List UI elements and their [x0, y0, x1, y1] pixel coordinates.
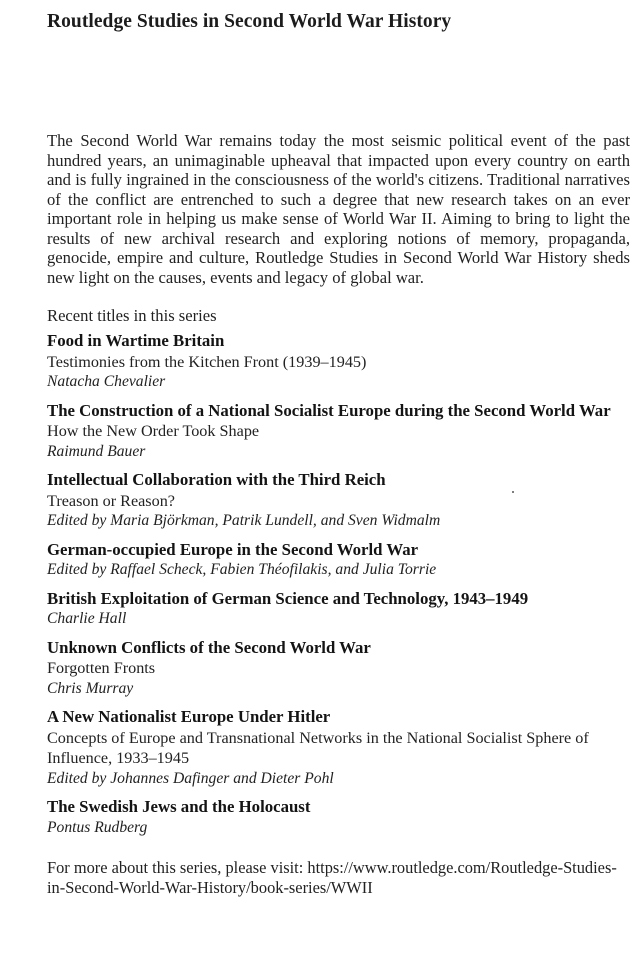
page — [47, 0, 630, 898]
book-entry — [47, 470, 630, 532]
book-entry — [47, 638, 630, 700]
book-author: Raimund Bauer — [47, 442, 146, 460]
book-author: Natacha Chevalier — [47, 373, 166, 390]
book-subtitle: Concepts of Europe and Transnational Networks in the National Socialist Sphere of Influence, 1933–1945 — [47, 728, 589, 767]
book-entry — [47, 707, 630, 789]
book-title: The Construction of a National Socialist Europe during the Second World War — [47, 400, 611, 420]
book-subtitle: Testimonies from the Kitchen Front (1939–1945) — [47, 352, 367, 371]
book-title: German-occupied Europe in the Second World War — [47, 539, 419, 559]
book-author: Edited by Johannes Dafinger and Dieter Pohl — [47, 769, 334, 787]
book-entry — [47, 401, 630, 463]
book-author: Charlie Hall — [47, 610, 127, 627]
book-title: A New Nationalist Europe Under Hitler — [47, 707, 331, 726]
book-subtitle: How the New Order Took Shape — [47, 422, 260, 440]
book-title: Food in Wartime Britain — [47, 331, 225, 350]
book-title: Unknown Conflicts of the Second World War — [47, 637, 371, 657]
book-entry — [47, 797, 630, 838]
scan-speck — [512, 491, 514, 493]
series-title: Routledge Studies in Second World War History — [47, 11, 452, 32]
book-entry — [47, 589, 630, 630]
recent-titles-heading: Recent titles in this series — [47, 306, 217, 325]
book-entry — [47, 540, 630, 581]
book-author: Edited by Maria Björkman, Patrik Lundell, and Sven Widmalm — [47, 512, 441, 529]
book-entry — [47, 331, 630, 393]
book-subtitle: Treason or Reason? — [47, 491, 175, 510]
titles-list — [47, 331, 630, 838]
book-author: Edited by Raffael Scheck, Fabien Théofilakis, and Julia Torrie — [47, 561, 437, 578]
book-author: Chris Murray — [47, 679, 134, 697]
book-author: Pontus Rudberg — [47, 818, 148, 836]
book-title: Intellectual Collaboration with the Third Reich — [47, 470, 386, 489]
book-title: The Swedish Jews and the Holocaust — [47, 797, 311, 816]
book-title: British Exploitation of German Science and Technology, 1943–1949 — [47, 588, 529, 608]
book-subtitle: Forgotten Fronts — [47, 659, 156, 677]
series-website-note: For more about this series, please visit: https://www.routledge.com/Routledge-Studies-in-Second-World-War-History/book-series/WWII — [47, 858, 617, 897]
series-description: The Second World War remains today the most seismic political event of the past hundred years, an unimaginable upheaval that impacted upon every country on earth and is fully ingrained in the consciousness of the world's citizens. Traditional narratives of the conflict are entrenched to such a degree that new research takes on an ever important role in helping us make sense of World War II. Aiming to bring to light the results of new archival research and exploring notions of memory, propaganda, genocide, empire and culture, Routledge Studies in Second World War History sheds new light on the causes, events and legacy of global war. — [47, 131, 630, 287]
